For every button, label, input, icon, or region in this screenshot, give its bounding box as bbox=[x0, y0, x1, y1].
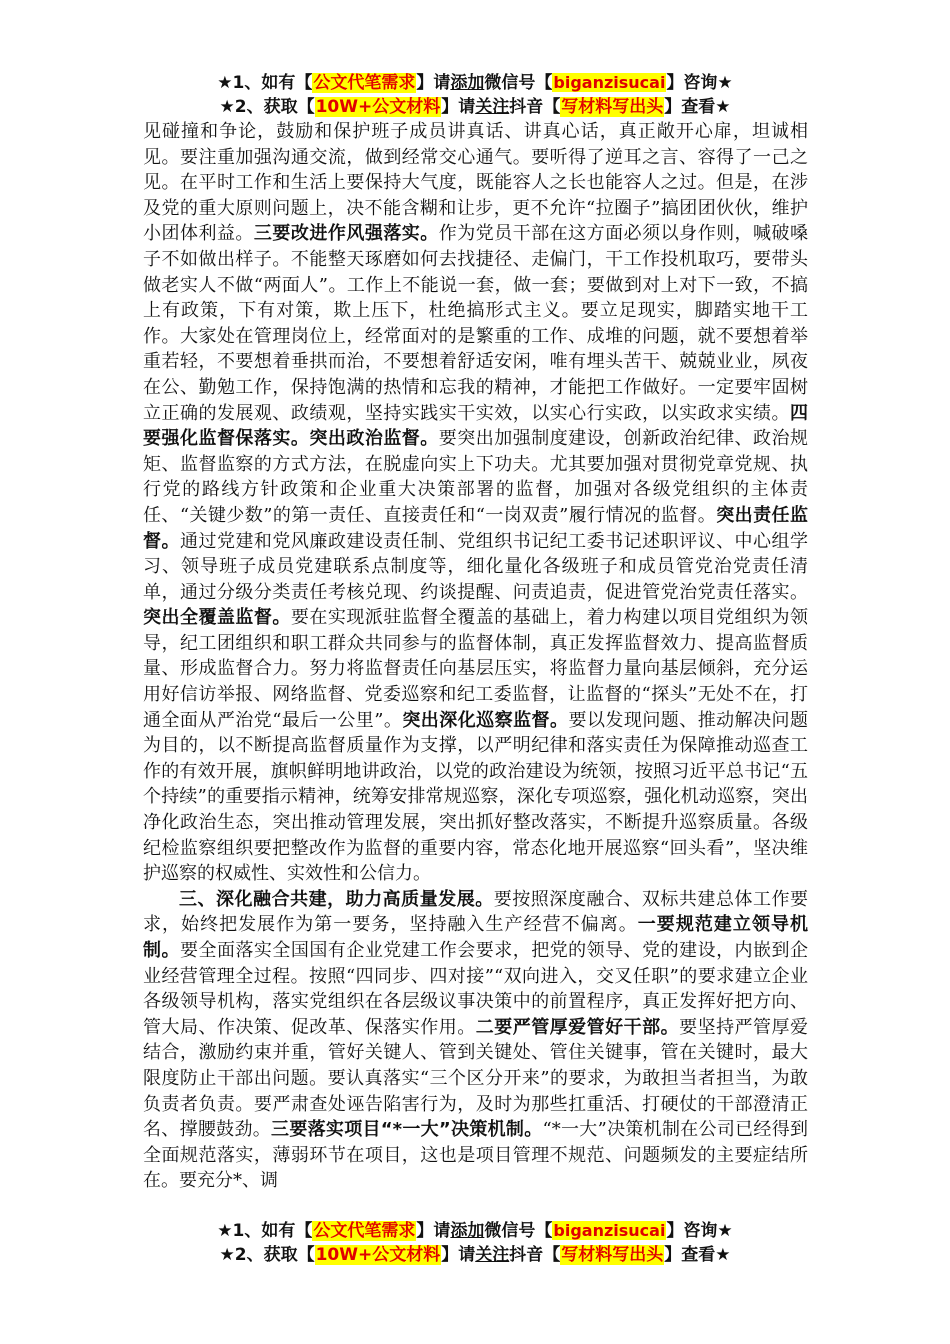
top-banner-line-2 bbox=[0, 95, 950, 119]
body-text: 作为党员干部在这方面必须以身作则，喊破嗓子不如做出样子。不能整天琢磨如何去找捷径、走偏门，干工作投机取巧，要带头做老实人不做“两面人”。工作上不能说一套，做一套；要做到对上对下一致，不搞上有政策，下有对策，欺上压下，杜绝搞形式主义。要立足现实，脚踏实地干工作。大家处在管理岗位上，经常面对的是繁重的工作、成堆的问题，就不要想着举重若轻，不要想着垂拱而治，不要想着舒适安闲，唯有埋头苦干、兢兢业业，夙夜在公、勤勉工作，保持饱满的热情和忘我的精神，才能把工作做好。一定要牢固树立正确的发展观、政绩观，坚持实践实干实效，以实心行实政，以实政求实绩。 bbox=[143, 223, 809, 424]
banner-underlined: 关注 bbox=[475, 97, 510, 117]
banner-text: 】查看★ bbox=[664, 97, 731, 117]
banner-highlight-douyin: 写材料写出头 bbox=[561, 1245, 664, 1265]
banner-text: 】请 bbox=[416, 73, 451, 93]
body-text: 要坚持严管厚爱结合，激励约束并重，管好关键人、管到关键处、管住关键事，管在关键时，最大限度防止干部出问题。要认真落实“三个区分开来”的要求，为敢担当者担当，为敢负责者负责。要严肃查处诬告陷害行为，及时为那些扛重活、打硬仗的干部澄清正名、撑腰鼓劲。 bbox=[143, 1016, 809, 1141]
banner-text: 抖音【 bbox=[509, 97, 561, 117]
banner-highlight: 公文代笔需求 bbox=[313, 1221, 416, 1241]
banner-text: ★1、如有【 bbox=[217, 1221, 313, 1241]
banner-underlined: 关注 bbox=[475, 1245, 510, 1265]
section-heading: 三、深化融合共建，助力高质量发展。 bbox=[179, 888, 494, 910]
banner-text: ★2、获取【 bbox=[219, 97, 315, 117]
bold-heading: 三要改进作风强落实。 bbox=[253, 223, 439, 245]
banner-highlight: 公文代笔需求 bbox=[313, 73, 416, 93]
bold-heading: 突出全覆盖监督。 bbox=[143, 607, 291, 629]
bold-heading: 三要落实项目“*一大”决策机制。 bbox=[271, 1119, 543, 1141]
banner-text: 微信号【 bbox=[484, 73, 553, 93]
body-text: 通过党建和党风廉政建设责任制、党组织书记纪工委书记述职评议、中心组学习、领导班子成员党建联系点制度等，细化量化各级班子和成员管党治党责任清单，通过分级分类责任考核兑现、约谈提醒、问责追责，促进管党治党责任落实。 bbox=[143, 530, 809, 603]
bold-heading: 四要强化监督保落实。突出政治监督。 bbox=[143, 402, 808, 450]
bold-heading: 突出深化巡察监督。 bbox=[402, 709, 569, 731]
top-banner-line-1 bbox=[0, 71, 950, 95]
banner-text: 】咨询★ bbox=[666, 1221, 733, 1241]
banner-underlined: 添加 bbox=[450, 1221, 485, 1241]
banner-text: 微信号【 bbox=[484, 1221, 553, 1241]
bold-heading: 一要规范建立领导机制。 bbox=[143, 914, 809, 961]
body-text: 要按照深度融合、双标共建总体工作要求，始终把发展作为第一要务，坚持融入生产经营不偏离。 bbox=[143, 888, 809, 936]
banner-text: 】查看★ bbox=[664, 1245, 731, 1265]
banner-text: 】请 bbox=[441, 97, 476, 117]
banner-text: 】咨询★ bbox=[666, 73, 733, 93]
bold-heading: 突出责任监督。 bbox=[143, 504, 808, 552]
banner-highlight: 10W+公文材料 bbox=[315, 97, 441, 117]
banner-highlight-wechat-id: biganzisucai bbox=[553, 1221, 666, 1240]
paragraph-supervision bbox=[143, 119, 808, 887]
body-text: 要全面落实全国国有企业党建工作会要求，把党的领导、党的建设，内嵌到企业经营管理全过程。按照“四同步、四对接”“双向进入，交叉任职”的要求建立企业各级领导机构，落实党组织在各层级议事决策中的前置程序，真正发挥好把方向、管大局、作决策、促改革、保落实作用。 bbox=[143, 940, 809, 1038]
bottom-banner-line-2 bbox=[0, 1243, 950, 1267]
banner-highlight: 10W+公文材料 bbox=[315, 1245, 441, 1265]
banner-text: ★2、获取【 bbox=[219, 1245, 315, 1265]
body-text: 要在实现派驻监督全覆盖的基础上，着力构建以项目党组织为领导，纪工团组织和职工群众共同参与的监督体制，真正发挥监督效力、提高监督质量、形成监督合力。努力将监督责任向基层压实，将监督力量向基层倾斜，充分运用好信访举报、网络监督、党委巡察和纪工委监督，让监督的“探头”无处不在，打通全面从严治党“最后一公里”。 bbox=[143, 607, 809, 731]
banner-text: 抖音【 bbox=[509, 1245, 561, 1265]
banner-highlight-douyin: 写材料写出头 bbox=[561, 97, 664, 117]
banner-highlight-wechat-id: biganzisucai bbox=[553, 73, 666, 92]
body-text: “*一大”决策机制在公司已经得到全面规范落实，薄弱环节在项目，这也是项目管理不规范、问题频发的主要症结所在。要充分*、调 bbox=[143, 1119, 809, 1192]
paragraph-integration bbox=[143, 887, 808, 1194]
bold-heading: 二要严管厚爱管好干部。 bbox=[475, 1016, 680, 1038]
document-body bbox=[143, 119, 808, 1194]
bottom-banner-line-1 bbox=[0, 1219, 950, 1243]
body-text: 见碰撞和争论，鼓励和保护班子成员讲真话、讲真心话，真正敞开心扉，坦诚相见。要注重加强沟通交流，做到经常交心通气。要听得了逆耳之言、容得了一己之见。在平时工作和生活上要保持大气度，既能容人之长也能容人之过。但是，在涉及党的重大原则问题上，决不能含糊和让步，更不允许“拉圈子”搞团团伙伙，维护小团体利益。 bbox=[143, 121, 808, 245]
body-text: 要以发现问题、推动解决问题为目的，以不断提高监督质量作为支撑，以严明纪律和落实责任为保障推动巡查工作的有效开展，旗帜鲜明地讲政治，以党的政治建设为统领，按照习近平总书记“五个持续”的重要指示精神，统筹安排常规巡察，深化专项巡察，强化机动巡察，突出净化政治生态，突出推动管理发展，突出抓好整改落实，不断提升巡察质量。各级纪检监察组织要把整改作为监督的重要内容，常态化地开展巡察“回头看”，坚决维护巡察的权威性、实效性和公信力。 bbox=[143, 709, 809, 885]
banner-text: ★1、如有【 bbox=[217, 73, 313, 93]
body-text: 要突出加强制度建设，创新政治纪律、政治规矩、监督监察的方式方法，在脱虚向实上下功夫。尤其要加强对贯彻党章党规、执行党的路线方针政策和企业重大决策部署的监督，加强对各级党组织的主体责任、“关键少数”的第一责任、直接责任和“一岗双责”履行情况的监督。 bbox=[143, 428, 809, 526]
banner-underlined: 添加 bbox=[450, 73, 485, 93]
banner-text: 】请 bbox=[441, 1245, 476, 1265]
banner-text: 】请 bbox=[416, 1221, 451, 1241]
